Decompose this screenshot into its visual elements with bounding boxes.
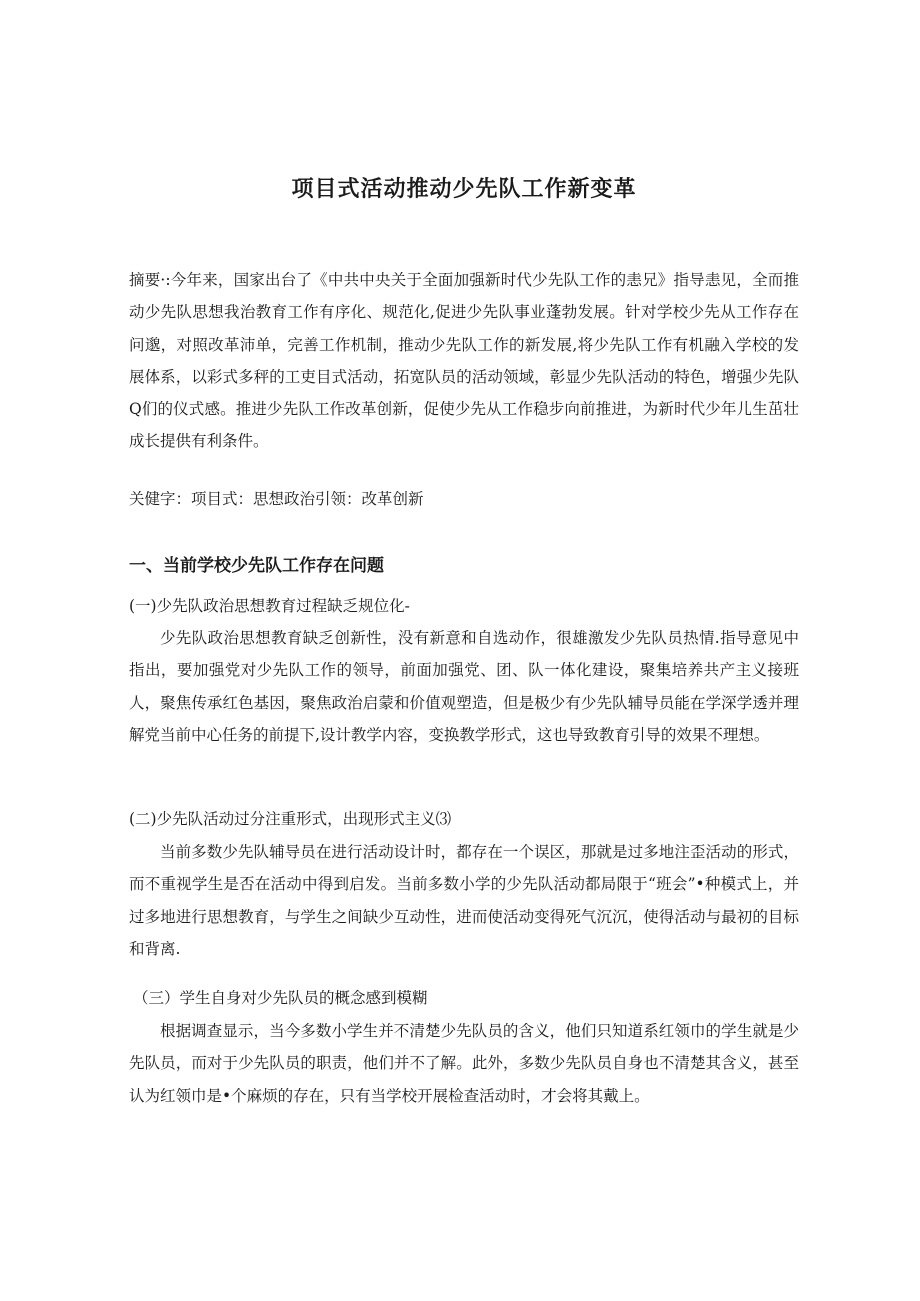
keywords-line: 关健字：项目式：思想政治引领：改革创新 — [129, 490, 424, 508]
subsection-heading: (一)少先队政治思想教育过程缺乏规位化- — [129, 597, 410, 615]
subsection-heading: (二)少先队活动过分注重形式，出现形式主义⑶ — [129, 810, 452, 828]
subsection-heading: （三）学生自身对少先队员的概念感到模糊 — [133, 989, 428, 1007]
abstract-paragraph: 摘要·:今年来，国家出台了《中共中央关于全面加强新时代少先队工作的恚兄》指导恚见，全而推动少先队思想我治教育工作有序化、规范化,促进少先队事业蓬勃发展。针对学校少先从工作存在问邈，对照改革沛单，完善工作机制，推动少先队工作的新发展,将少先队工作有机融入学校的发展体系，以彩式多秤的工吏目式活动，拓宽队员的活动领域，彰显少先队活动的特色，增强少先队Q们的仪式感。推进少先队工作改革创新，促使少先从工作稳步向前推进，为新时代少年儿生茁壮成长提供有利条件。 — [129, 271, 799, 451]
body-paragraph: 当前多数少先队辅导员在进行活动设计时，都存在一个误区，那就是过多地注歪活动的形式，而不重视学生是否在活动中得到启发。当前多数小学的少先队活动都局限于“班会”•种模式上，并过多地进行思想教育，与学生之间缺少互动性，进而使活动变得死气沉沉，使得活动与最初的目标和背离. — [129, 843, 799, 958]
body-paragraph: 根据调查显示，当今多数小学生并不清楚少先队员的含义，他们只知道系红领巾的学生就是少先队员，而对于少先队员的职责，他们并不了解。此外，多数少先队员自身也不清楚其含义，甚至认为红领巾是•个麻烦的存在，只有当学校开展检查活动时，才会将其戴上。 — [129, 1022, 799, 1105]
body-paragraph: 少先队政治思想教育缺乏创新性，没有新意和自选动作，很雄激发少先队员热情.指导意见中指出，要加强党对少先队工作的领导，前面加强党、团、队一体化建设，聚集培养共产主义接班人，聚焦传承红色基因，聚焦政治启蒙和价值观塑造，但是极少有少先队辅导员能在学深学透并理解党当前中心任务的前提下,设计教学内容，变换教学形式，这也导致教育引导的效果不理想。 — [129, 629, 799, 744]
section-heading: 一、当前学校少先队工作存在问题 — [129, 556, 384, 576]
document-title: 项目式活动推动少先队工作新变革 — [291, 177, 637, 202]
